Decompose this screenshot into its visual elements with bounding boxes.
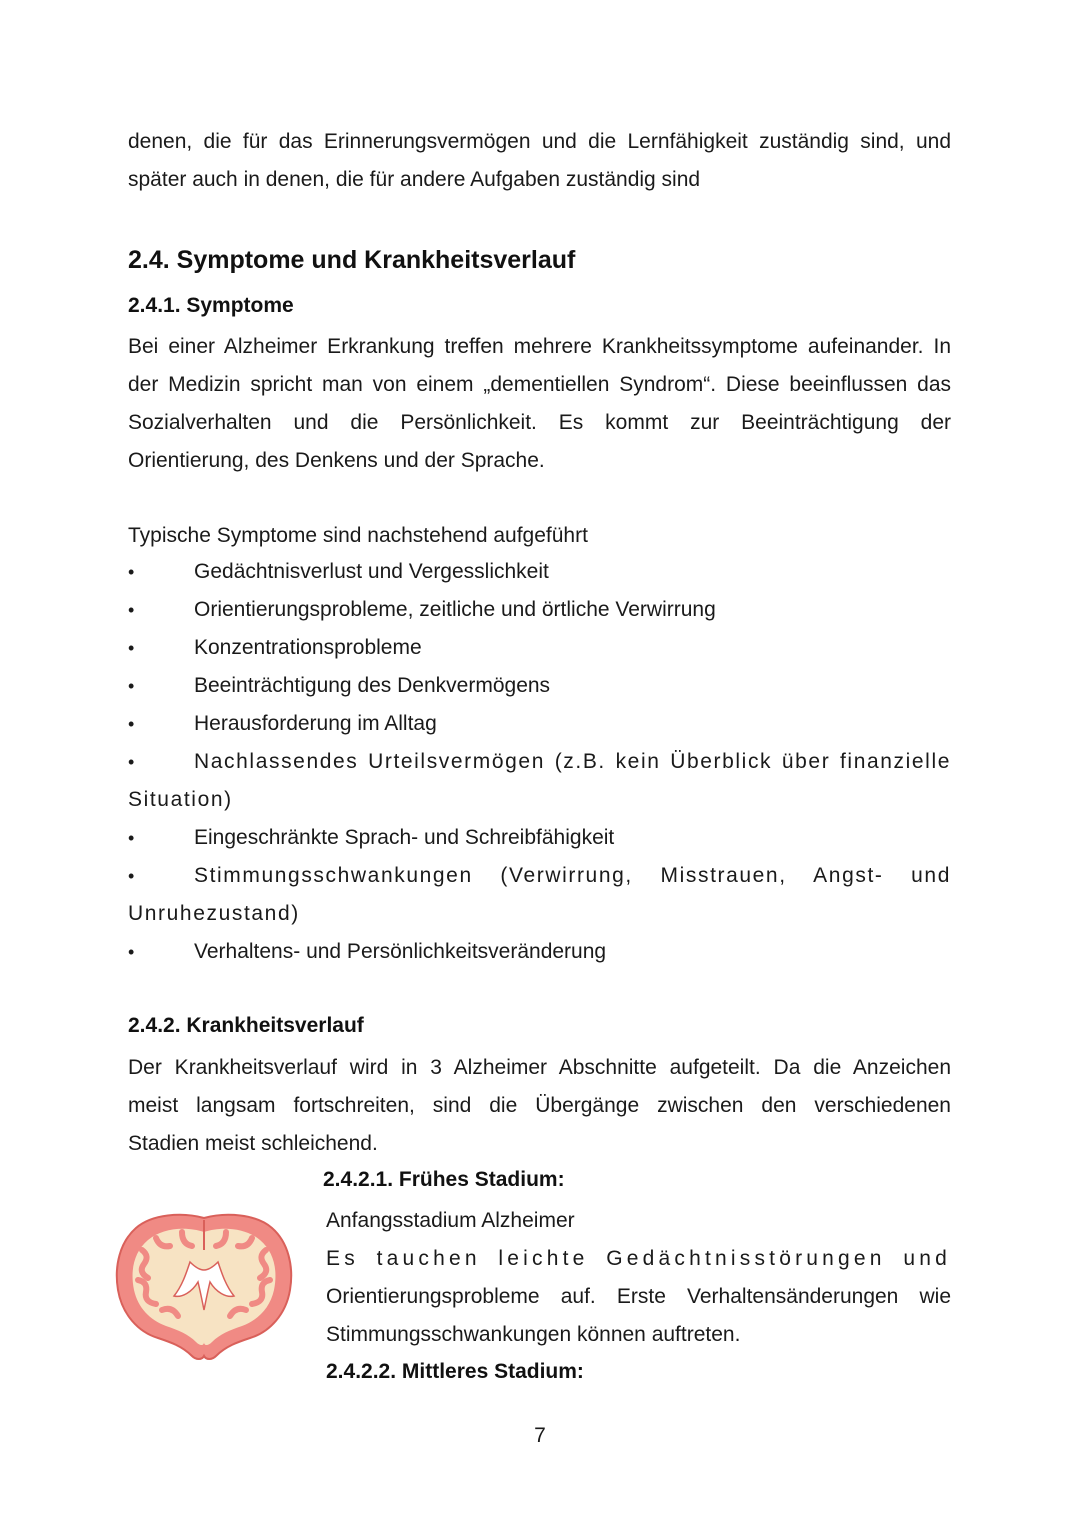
list-item-text: Herausforderung im Alltag — [194, 712, 437, 735]
list-item — [128, 705, 951, 743]
list-item — [128, 933, 951, 971]
intro-line-2: später auch in denen, die für andere Aufgaben zuständig sind — [128, 168, 701, 191]
course-paragraph-line-1: Der Krankheitsverlauf wird in 3 Alzheimer Abschnitte aufgeteilt. Da die Anzeichen — [128, 1056, 951, 1079]
course-paragraph-line-2: meist langsam fortschreiten, sind die Übergänge zwischen den verschiedenen — [128, 1094, 951, 1117]
bullet-icon: • — [128, 676, 135, 696]
list-item-text: Orientierungsprobleme, zeitliche und örtliche Verwirrung — [194, 598, 716, 621]
stage1-line-1: Es tauchen leichte Gedächtnisstörungen und — [326, 1247, 951, 1270]
list-item-text: Nachlassendes Urteilsvermögen (z.B. kein Überblick über finanzielle Situation) — [128, 750, 951, 811]
list-item-text: Stimmungsschwankungen (Verwirrung, Misstrauen, Angst- und Unruhezustand) — [128, 864, 951, 925]
symptoms-paragraph-line-2: der Medizin spricht man von einem „dementiellen Syndrom“. Diese beeinflussen das — [128, 373, 951, 396]
list-item — [128, 667, 951, 705]
list-item-text: Konzentrationsprobleme — [194, 636, 422, 659]
course-paragraph-line-3: Stadien meist schleichend. — [128, 1132, 378, 1155]
stage1-subtitle: Anfangsstadium Alzheimer — [326, 1209, 575, 1232]
list-item-text: Eingeschränkte Sprach- und Schreibfähigkeit — [194, 826, 615, 849]
list-item — [128, 819, 951, 857]
bullet-icon: • — [128, 866, 135, 886]
stage2-heading: 2.4.2.2. Mittleres Stadium: — [326, 1360, 584, 1383]
course-heading: 2.4.2. Krankheitsverlauf — [128, 1014, 364, 1037]
intro-line-1: denen, die für das Erinnerungsvermögen und die Lernfähigkeit zuständig sind, und — [128, 130, 951, 153]
symptoms-paragraph-line-3: Sozialverhalten und die Persönlichkeit. Es kommt zur Beeinträchtigung der — [128, 411, 951, 434]
stage1-heading: 2.4.2.1. Frühes Stadium: — [323, 1168, 565, 1191]
list-item — [128, 629, 951, 667]
symptoms-paragraph-line-4: Orientierung, des Denkens und der Sprache. — [128, 449, 545, 472]
symptoms-paragraph-line-1: Bei einer Alzheimer Erkrankung treffen mehrere Krankheitssymptome aufeinander. In — [128, 335, 951, 358]
bullet-icon: • — [128, 638, 135, 658]
bullet-icon: • — [128, 828, 135, 848]
symptoms-heading: 2.4.1. Symptome — [128, 294, 294, 317]
bullet-icon: • — [128, 752, 135, 772]
list-item-text: Gedächtnisverlust und Vergesslichkeit — [194, 560, 549, 583]
bullet-icon: • — [128, 714, 135, 734]
symptoms-list — [128, 553, 951, 971]
list-item — [128, 857, 951, 933]
stage1-line-3: Stimmungsschwankungen können auftreten. — [326, 1323, 741, 1346]
list-item — [128, 553, 951, 591]
bullet-icon: • — [128, 562, 135, 582]
section-heading: 2.4. Symptome und Krankheitsverlauf — [128, 246, 576, 274]
list-item-text: Beeinträchtigung des Denkvermögens — [194, 674, 551, 697]
bullet-icon: • — [128, 942, 135, 962]
page-number: 7 — [534, 1424, 546, 1447]
stage1-line-2: Orientierungsprobleme auf. Erste Verhaltensänderungen wie — [326, 1285, 951, 1308]
symptoms-list-intro: Typische Symptome sind nachstehend aufgeführt — [128, 524, 588, 547]
list-item — [128, 743, 951, 819]
list-item-text: Verhaltens- und Persönlichkeitsveränderung — [194, 940, 607, 963]
bullet-icon: • — [128, 600, 135, 620]
brain-cross-section-icon — [112, 1210, 296, 1362]
list-item — [128, 591, 951, 629]
